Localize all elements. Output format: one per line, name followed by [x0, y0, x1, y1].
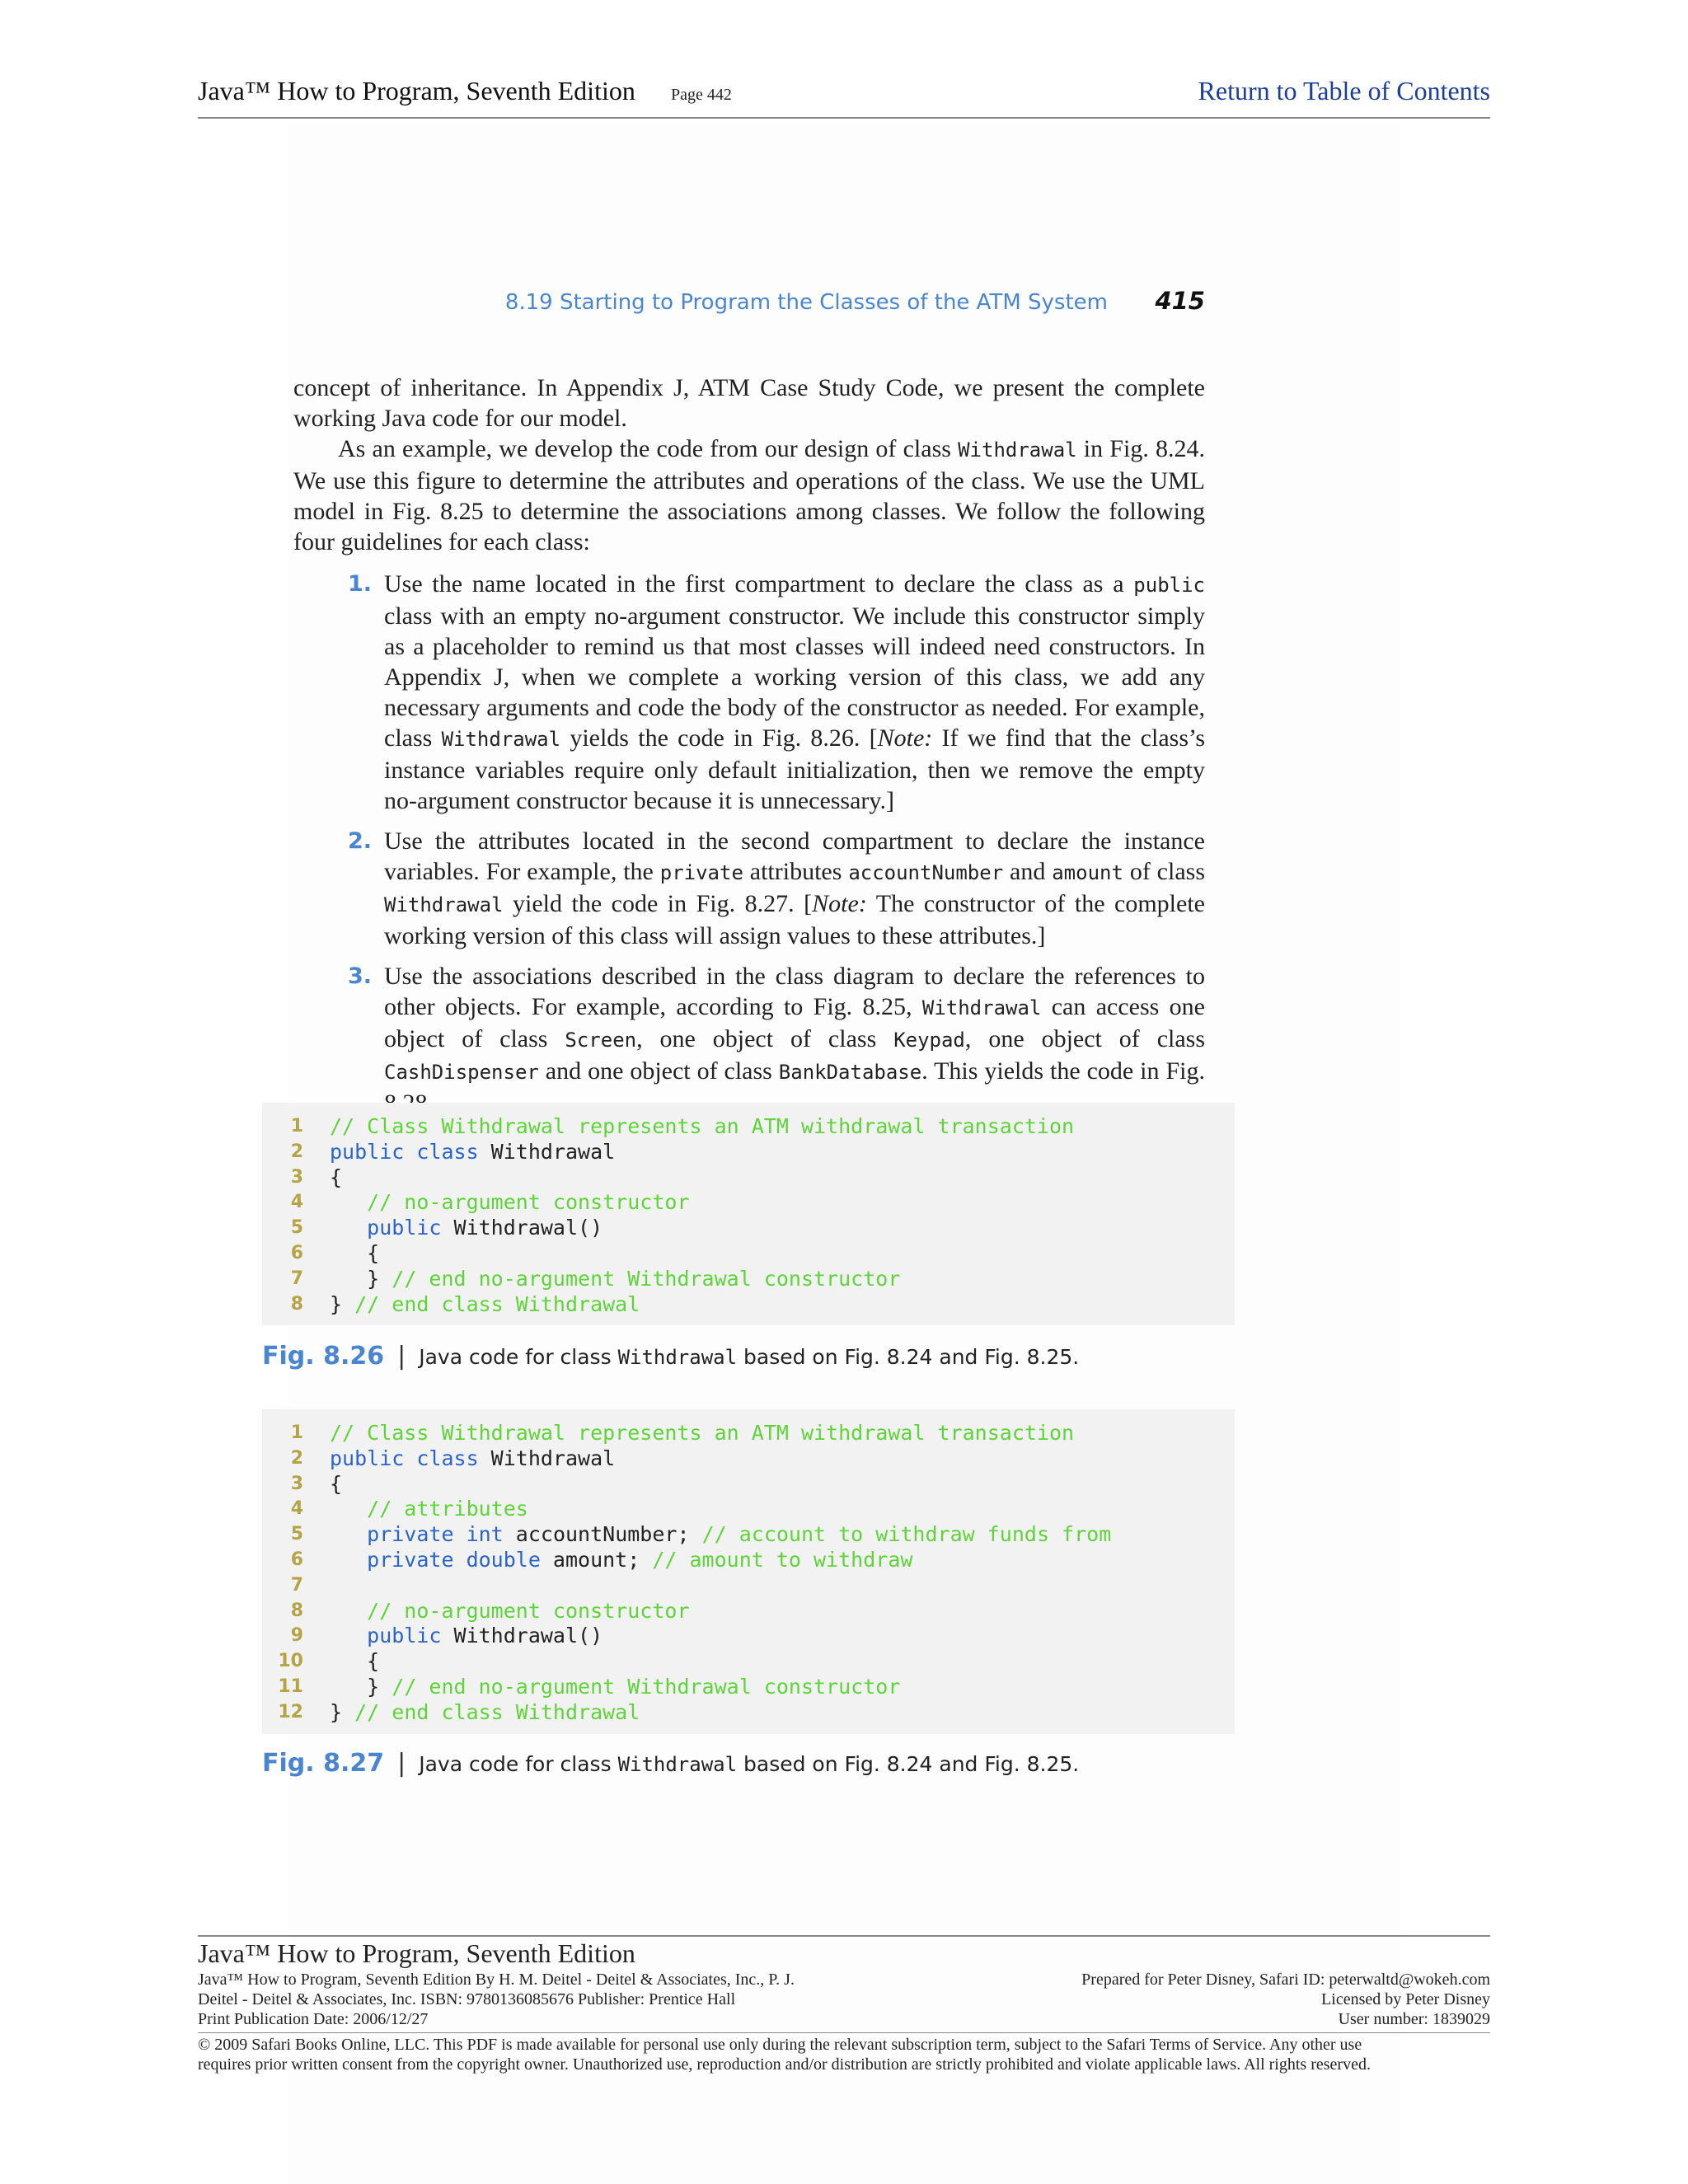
line-number: 3	[290, 1473, 303, 1494]
paragraph-1: concept of inheritance. In Appendix J, ATM Case Study Code, we present the complete working Java code for our model.	[293, 374, 1205, 432]
guideline-text: and one object of class	[538, 1057, 779, 1085]
list-number: 2.	[348, 828, 373, 854]
line-number: 4	[290, 1498, 303, 1520]
paragraph-2-text: in Fig. 8.24. We use this figure to determine the attributes and operations of the class. We use the UML model in Fig. 8.25 to determine the associations among classes. We follow the following four guidelines for each class:	[293, 435, 1206, 555]
code-token	[330, 1522, 367, 1546]
code-line	[262, 1114, 1235, 1140]
line-number: 7	[290, 1574, 303, 1596]
code-text	[330, 1421, 1074, 1446]
caption-text: Java code for class	[419, 1752, 618, 1776]
code-token: }	[330, 1291, 355, 1316]
list-number: 3.	[348, 963, 373, 989]
code-token: Withdrawal	[478, 1139, 616, 1164]
publication-line: Deitel - Deitel & Associates, Inc. ISBN: 9780136085676 Publisher: Prentice Hall	[198, 1990, 736, 2008]
code-text	[330, 1497, 528, 1522]
list-number: 1.	[348, 571, 373, 597]
guideline-text: , one object of class	[964, 1025, 1206, 1052]
guidelines-list	[293, 569, 1205, 1118]
caption-separator: |	[397, 1749, 406, 1778]
page-label: Page 442	[671, 86, 732, 104]
code-line	[262, 1216, 1235, 1241]
guideline-text: yield the code in Fig. 8.27. [	[503, 890, 813, 917]
guideline-text: class with an empty no-argument constructor. We include this constructor simply as a placeholder to remind us that most classes will indeed need constructors. In Appendix J, when we complete a working version of this class, we add any necessary arguments and code the body of the constructor as needed. For example, class	[384, 602, 1205, 752]
line-number: 1	[290, 1422, 303, 1443]
code-token	[330, 1497, 367, 1521]
guideline-item	[348, 826, 1205, 951]
code-line	[262, 1140, 1235, 1165]
code-line	[262, 1190, 1235, 1216]
license-line: User number: 1839029	[1338, 2010, 1490, 2028]
code-keyword: public class	[330, 1446, 479, 1470]
code-token: {	[330, 1240, 380, 1265]
code-comment: // no-argument constructor	[367, 1598, 690, 1623]
code-token: }	[330, 1266, 392, 1291]
code-line	[262, 1573, 1235, 1599]
code-text	[330, 1241, 379, 1267]
guideline-text: The constructor of the complete working version of this class will assign values to these attributes.]	[384, 890, 1205, 949]
code-text	[330, 1292, 640, 1318]
guideline-text: can access one object of class	[384, 993, 1205, 1052]
code-text	[330, 1114, 1074, 1140]
code-keyword: public class	[330, 1139, 479, 1164]
code-comment: // account to withdraw funds from	[701, 1522, 1112, 1547]
guideline-text: . This yields the code in Fig.	[921, 1057, 1205, 1085]
code-keyword: public	[367, 1216, 442, 1240]
code-token: {	[330, 1471, 343, 1496]
code-line	[262, 1599, 1235, 1624]
safari-header	[198, 76, 1490, 119]
paragraph-2	[293, 434, 1205, 557]
code-comment: // end class Withdrawal	[354, 1699, 640, 1724]
line-number: 12	[278, 1701, 303, 1722]
line-number: 1	[290, 1116, 303, 1137]
code-line	[262, 1522, 1235, 1548]
code-comment: // attributes	[367, 1497, 528, 1521]
footer-title: Java™ How to Program, Seventh Edition	[198, 1938, 635, 1968]
caption-text: Java code for class	[419, 1345, 618, 1369]
guideline-text: , one object of class	[636, 1025, 894, 1052]
inline-code: Keypad	[893, 1029, 965, 1052]
code-line	[262, 1267, 1235, 1292]
copyright-notice	[198, 2032, 1490, 2074]
book-title: Java™ How to Program, Seventh Edition	[198, 76, 635, 105]
return-to-toc-link[interactable]: Return to Table of Contents	[1198, 76, 1490, 105]
figure-caption	[262, 1749, 1079, 1782]
code-text	[330, 1675, 900, 1700]
code-line	[262, 1497, 1235, 1522]
guideline-text: Use the associations described in the class diagram to declare the references to other objects. For example, according to Fig. 8.25,	[384, 963, 1205, 1020]
line-number: 8	[290, 1600, 303, 1621]
code-token	[330, 1190, 367, 1214]
inline-code: Withdrawal	[617, 1753, 738, 1776]
footer-info	[198, 1970, 1490, 2029]
section-title: 8.19 Starting to Program the Classes of the ATM System	[504, 290, 1108, 315]
code-text	[330, 1267, 900, 1292]
inline-code: Withdrawal	[384, 893, 504, 916]
code-text	[330, 1599, 690, 1624]
inline-code: CashDispenser	[384, 1061, 539, 1084]
code-text	[330, 1190, 690, 1216]
line-number: 9	[290, 1625, 303, 1647]
guideline-text: and	[1003, 858, 1053, 885]
figure-label: Fig. 8.26	[262, 1342, 385, 1371]
figure-caption	[262, 1342, 1079, 1375]
publication-line: Print Publication Date: 2006/12/27	[198, 2010, 429, 2028]
guideline-text: of class	[1123, 858, 1205, 885]
code-text	[330, 1700, 640, 1726]
inline-code: Withdrawal	[921, 996, 1042, 1019]
code-line	[262, 1446, 1235, 1472]
code-text	[330, 1165, 342, 1191]
code-token: Withdrawal()	[441, 1624, 603, 1648]
code-token: }	[330, 1699, 355, 1724]
publication-line: Java™ How to Program, Seventh Edition By H. M. Deitel - Deitel & Associates, Inc., P. J.	[198, 1971, 795, 1989]
inline-code: public	[1133, 574, 1205, 597]
line-number: 10	[278, 1651, 303, 1672]
figure-label: Fig. 8.27	[262, 1749, 385, 1778]
inline-code: amount	[1052, 861, 1123, 884]
code-text	[330, 1446, 615, 1472]
paragraph-2-text: As an example, we develop the code from our design of class	[338, 435, 959, 462]
code-line	[262, 1241, 1235, 1267]
code-token: accountNumber;	[503, 1522, 702, 1547]
line-number: 5	[290, 1217, 303, 1239]
code-token: }	[330, 1674, 392, 1699]
guideline-text: yields the code in Fig. 8.26. [	[560, 724, 878, 752]
page-number: 415	[1155, 287, 1205, 315]
guideline-item	[348, 569, 1205, 816]
note-label: Note:	[812, 890, 867, 917]
code-text	[330, 1522, 1111, 1548]
code-line	[262, 1292, 1235, 1318]
caption-text: based on Fig. 8.24 and Fig. 8.25.	[737, 1345, 1080, 1369]
copyright-line: requires prior written consent from the copyright owner. Unauthorized use, reproduction and/or distribution are strictly prohibited and violate applicable laws. All rights reserved.	[198, 2055, 1371, 2074]
running-head	[293, 287, 1205, 323]
guideline-text: If we find that the class’s instance variables require only default initialization, then we remove the empty no-argument constructor because it is unnecessary.]	[384, 724, 1205, 814]
code-keyword: public	[367, 1624, 442, 1648]
code-comment: // amount to withdraw	[652, 1547, 913, 1572]
line-number: 2	[290, 1141, 303, 1162]
code-line	[262, 1675, 1235, 1700]
guideline-text: Use the attributes located in the second compartment to declare the instance variables. For example, the	[384, 827, 1205, 885]
code-comment: // end no-argument Withdrawal constructor	[392, 1674, 901, 1699]
code-comment: // no-argument constructor	[367, 1190, 690, 1215]
code-token	[330, 1548, 367, 1572]
code-token: amount;	[540, 1547, 653, 1572]
guideline-item	[348, 961, 1206, 1118]
inline-code: Withdrawal	[441, 728, 561, 751]
caption-separator: |	[397, 1342, 406, 1371]
code-line	[262, 1421, 1235, 1446]
code-line	[262, 1165, 1235, 1191]
note-label: Note:	[877, 724, 933, 752]
license-info	[1081, 1970, 1490, 2029]
copyright-line: © 2009 Safari Books Online, LLC. This PDF is made available for personal use only during the relevant subscription term, subject to the Safari Terms of Service. Any other use	[198, 2036, 1362, 2054]
code-text	[330, 1140, 615, 1165]
code-text	[330, 1472, 342, 1497]
license-line: Licensed by Peter Disney	[1321, 1990, 1490, 2008]
code-keyword: private double	[367, 1547, 541, 1572]
line-number: 3	[290, 1166, 303, 1188]
code-keyword: private int	[367, 1522, 504, 1547]
guideline-text: attributes	[743, 858, 849, 885]
code-comment: // end class Withdrawal	[354, 1291, 640, 1316]
line-number: 2	[290, 1447, 303, 1469]
code-line	[262, 1649, 1235, 1675]
inline-code: BankDatabase	[778, 1061, 922, 1084]
code-token	[330, 1624, 367, 1647]
code-comment: // end no-argument Withdrawal constructor	[392, 1266, 901, 1291]
inline-code: Withdrawal	[617, 1346, 738, 1369]
line-number: 6	[290, 1242, 303, 1263]
line-number: 8	[290, 1293, 303, 1315]
code-block-fig-8-26	[262, 1103, 1235, 1325]
code-token	[330, 1216, 367, 1240]
inline-code: Screen	[565, 1029, 637, 1052]
code-token: Withdrawal()	[441, 1216, 603, 1240]
code-token: {	[330, 1649, 380, 1674]
line-number: 4	[290, 1192, 303, 1213]
code-line	[262, 1472, 1235, 1497]
code-text	[330, 1216, 603, 1241]
line-number: 6	[290, 1549, 303, 1570]
code-text	[330, 1624, 603, 1649]
code-token	[330, 1599, 367, 1623]
code-line	[262, 1700, 1235, 1726]
line-number: 5	[290, 1524, 303, 1545]
code-block-fig-8-27	[262, 1409, 1235, 1734]
inline-code: Withdrawal	[958, 438, 1077, 462]
safari-footer	[198, 1935, 1490, 2074]
caption-text: based on Fig. 8.24 and Fig. 8.25.	[737, 1752, 1080, 1776]
code-line	[262, 1548, 1235, 1573]
body-text	[293, 373, 1205, 1128]
code-line	[262, 1624, 1235, 1649]
code-text	[330, 1649, 379, 1675]
guideline-text: Use the name located in the first compartment to declare the class as a	[384, 570, 1134, 598]
code-token: Withdrawal	[478, 1446, 616, 1470]
code-comment: // Class Withdrawal represents an ATM withdrawal transaction	[330, 1421, 1075, 1445]
inline-code: accountNumber	[848, 861, 1004, 884]
publication-info	[198, 1970, 907, 2029]
code-comment: // Class Withdrawal represents an ATM withdrawal transaction	[330, 1114, 1075, 1138]
line-number: 7	[290, 1268, 303, 1289]
inline-code: private	[659, 861, 743, 884]
line-number: 11	[278, 1675, 303, 1697]
license-line: Prepared for Peter Disney, Safari ID: peterwaltd@wokeh.com	[1081, 1971, 1490, 1989]
code-text	[330, 1548, 912, 1573]
code-token: {	[330, 1165, 343, 1189]
